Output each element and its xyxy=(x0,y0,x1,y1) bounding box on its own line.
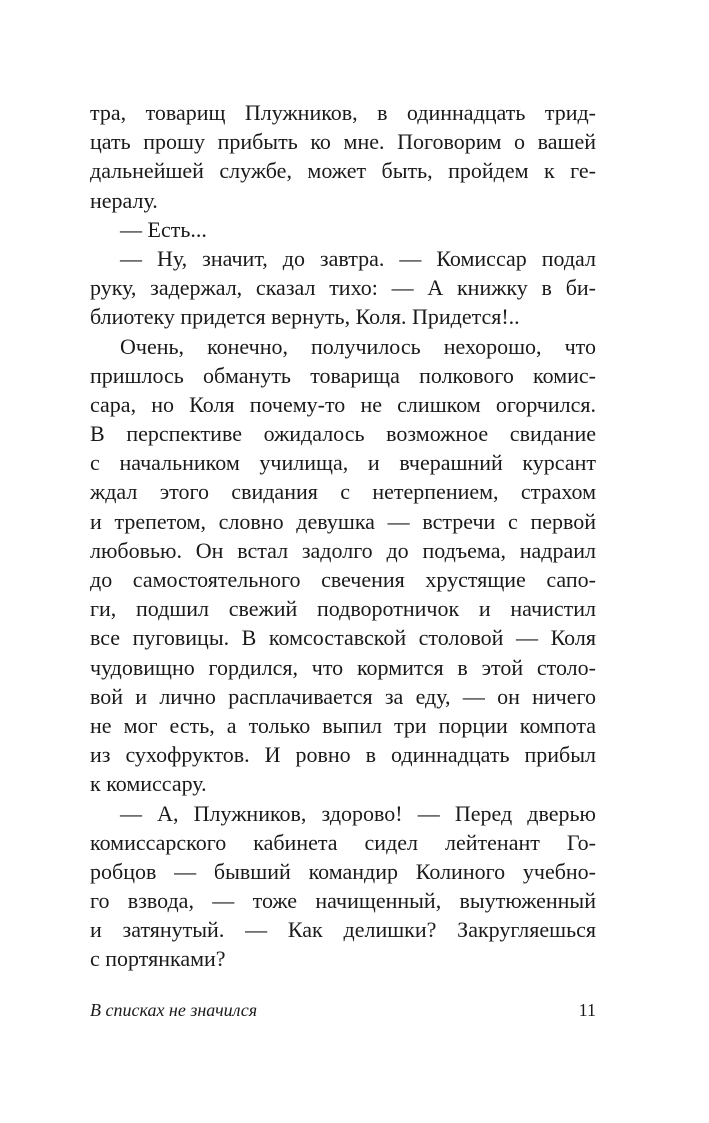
dialogue-line: — А, Плужников, здорово! — Перед дверью xyxy=(120,800,596,826)
text-line: любовью. Он встал задолго до подъема, надраил xyxy=(90,537,596,563)
text-line: цать прошу прибыть ко мне. Поговорим о вашей xyxy=(90,129,596,155)
text-line: пришлось обмануть товарища полкового комис- xyxy=(90,362,596,388)
text-line: сара, но Коля почему-то не слишком огорчился. xyxy=(90,391,596,417)
text-line: не мог есть, а только выпил три порции компота xyxy=(90,712,596,738)
page-footer xyxy=(90,1000,596,1024)
text-line: дальнейшей службе, может быть, пройдем к ге- xyxy=(90,158,596,184)
text-line: и затянутый. — Как делишки? Закругляешься xyxy=(90,917,596,943)
text-line: ги, подшил свежий подворотничок и начистил xyxy=(90,596,596,622)
dialogue-line: — Есть... xyxy=(120,216,207,242)
page-number: 11 xyxy=(578,1000,596,1020)
text-line: чудовищно гордился, что кормится в этой столо- xyxy=(90,654,596,680)
text-line: робцов — бывший командир Колиного учебно- xyxy=(90,858,596,884)
text-line: го взвода, — тоже начищенный, выутюженный xyxy=(90,888,596,914)
text-line: к комиссару. xyxy=(90,771,207,797)
text-line: и трепетом, словно девушка — встречи с первой xyxy=(90,508,596,534)
text-line: комиссарского кабинета сидел лейтенант Го- xyxy=(90,829,596,855)
text-line: руку, задержал, сказал тихо: — А книжку в би- xyxy=(90,275,596,301)
text-line: тра, товарищ Плужников, в одиннадцать трид- xyxy=(90,100,596,125)
text-line: с начальником училища, и вчерашний курсант xyxy=(90,450,596,476)
text-line: ждал этого свидания с нетерпением, страхом xyxy=(90,479,596,505)
text-line: В перспективе ожидалось возможное свидание xyxy=(90,421,596,447)
dialogue-line: — Ну, значит, до завтра. — Комиссар подал xyxy=(120,245,596,271)
text-line: все пуговицы. В комсоставской столовой — Коля xyxy=(90,625,596,651)
running-title: В списках не значился xyxy=(90,1000,258,1020)
text-line: из сухофруктов. И ровно в одиннадцать прибыл xyxy=(90,742,596,768)
text-line: Очень, конечно, получилось нехорошо, что xyxy=(120,333,596,359)
text-line: с портянками? xyxy=(90,946,226,972)
text-line: блиотеку придется вернуть, Коля. Придется!.. xyxy=(90,304,520,330)
text-line: вой и лично расплачивается за еду, — он ничего xyxy=(90,683,596,709)
text-line: нералу. xyxy=(90,187,158,213)
text-line: до самостоятельного свечения хрустящие сапо- xyxy=(90,567,596,592)
body-text xyxy=(90,98,596,974)
